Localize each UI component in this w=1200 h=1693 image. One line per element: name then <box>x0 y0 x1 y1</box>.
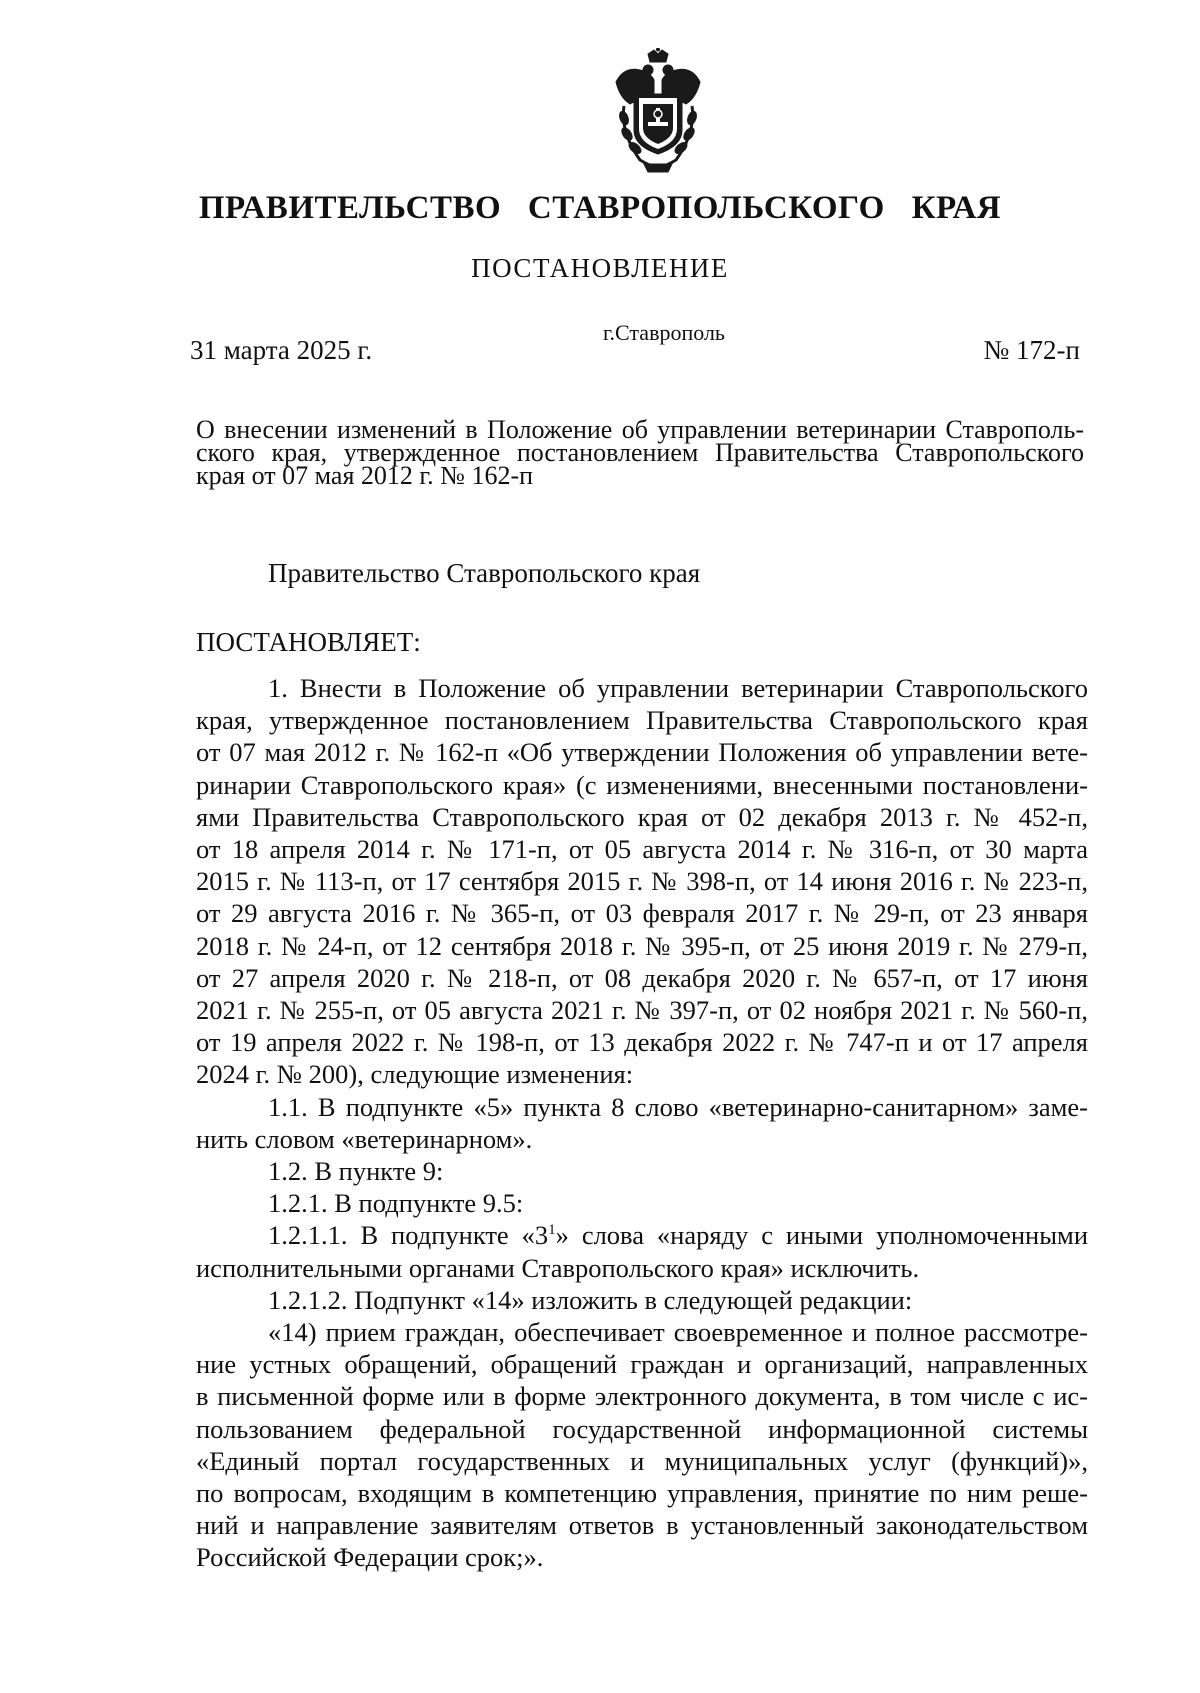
paragraph-1-line: 2024 г. № 200), следующие изменения: <box>196 1059 634 1090</box>
document-type: ПОСТАНОВЛЕНИЕ <box>471 253 729 283</box>
paragraph-1-line: края, утвержденное постановлением Правительства Ставропольского края <box>196 705 1088 736</box>
subject-line: О внесении изменений в Положение об управлении ветеринарии Ставрополь- <box>196 415 1084 444</box>
paragraph-1-1-line: нить словом «ветеринарном». <box>196 1123 533 1154</box>
paragraph-1-line: 1. Внести в Положение об управлении ветеринарии Ставропольского <box>268 673 1088 703</box>
paragraph-1-2-1-1-line <box>196 1219 1088 1251</box>
paragraph-1-line: от 07 мая 2012 г. № 162-п «Об утверждении Положения об управлении вете- <box>196 737 1088 768</box>
paragraph-1-line: от 29 августа 2016 г. № 365-п, от 03 февраля 2017 г. № 29-п, от 23 января <box>196 898 1088 929</box>
preamble-government: Правительство Ставропольского края <box>268 558 701 588</box>
paragraph-14-line: пользованием федеральной государственной информационной системы <box>196 1413 1088 1444</box>
paragraph-14-line: ний и направление заявителям ответов в установленный законодательством <box>196 1510 1088 1541</box>
document-subject <box>196 415 1084 490</box>
paragraph-1-line: 2021 г. № 255-п, от 05 августа 2021 г. № 397-п, от 02 ноября 2021 г. № 560-п, <box>196 995 1088 1026</box>
paragraph-1-line: ринарии Ставропольского края» (с изменениями, внесенными постановлени- <box>196 769 1088 800</box>
preamble-resolves: ПОСТАНОВЛЯЕТ: <box>196 627 421 657</box>
superscript-index: 1 <box>548 1222 556 1239</box>
paragraph-1-line: 2015 г. № 113-п, от 17 сентября 2015 г. № 398-п, от 14 июня 2016 г. № 223-п, <box>196 866 1088 897</box>
paragraph-14-line: «Единый портал государственных и муниципальных услуг (функций)», <box>196 1445 1088 1476</box>
paragraph-1-line: от 27 апреля 2020 г. № 218-п, от 08 декабря 2020 г. № 657-п, от 17 июня <box>196 962 1088 993</box>
subject-line: края от 07 мая 2012 г. № 162-п <box>196 461 534 490</box>
document-body <box>196 672 1088 1574</box>
paragraph-1-line: ями Правительства Ставропольского края от 02 декабря 2013 г. № 452-п, <box>196 801 1088 832</box>
paragraph-14-line: в письменной форме или в форме электронного документа, в том числе с ис- <box>196 1381 1088 1412</box>
paragraph-14-line: по вопросам, входящим в компетенцию управления, принятие по ним реше- <box>196 1478 1088 1509</box>
paragraph-1-line: от 19 апреля 2022 г. № 198-п, от 13 декабря 2022 г. № 747-п и от 17 апреля <box>196 1027 1088 1058</box>
paragraph-1-1-line: 1.1. В подпункте «5» пункта 8 слово «ветеринарно-санитарном» заме- <box>268 1091 1088 1122</box>
paragraph-1-2-1-line: 1.2.1. В подпункте 9.5: <box>268 1188 524 1219</box>
paragraph-1-line: 2018 г. № 24-п, от 12 сентября 2018 г. № 395-п, от 25 июня 2019 г. № 279-п, <box>196 930 1088 961</box>
paragraph-1-2-1-1-text: » слова «наряду с иными уполномоченными <box>555 1220 1088 1251</box>
document-number: № 172-п <box>983 335 1080 365</box>
paragraph-14-line: «14) прием граждан, обеспечивает своевременное и полное рассмотре- <box>268 1317 1088 1348</box>
paragraph-14-line: ние устных обращений, обращений граждан и организаций, направленных <box>196 1349 1088 1380</box>
paragraph-1-line: от 18 апреля 2014 г. № 171-п, от 05 августа 2014 г. № 316-п, от 30 марта <box>196 834 1088 865</box>
paragraph-1-2-1-1-text: 1.2.1.1. В подпункте «3 <box>268 1220 549 1251</box>
paragraph-1-2-1-2-line: 1.2.1.2. Подпункт «14» изложить в следующей редакции: <box>268 1284 913 1315</box>
paragraph-1-2-1-1-line: исполнительными органами Ставропольского края» исключить. <box>196 1252 920 1283</box>
paragraph-14-line: Российской Федерации срок;». <box>196 1542 544 1573</box>
paragraph-1-2-line: 1.2. В пункте 9: <box>268 1156 444 1187</box>
document-date: 31 марта 2025 г. <box>190 335 373 365</box>
government-title: ПРАВИТЕЛЬСТВО СТАВРОПОЛЬСКОГО КРАЯ <box>198 190 1002 226</box>
coat-of-arms-icon <box>610 48 706 174</box>
document-city: г.Ставрополь <box>603 320 725 345</box>
subject-line: ского края, утвержденное постановлением Правительства Ставропольского <box>196 438 1084 467</box>
